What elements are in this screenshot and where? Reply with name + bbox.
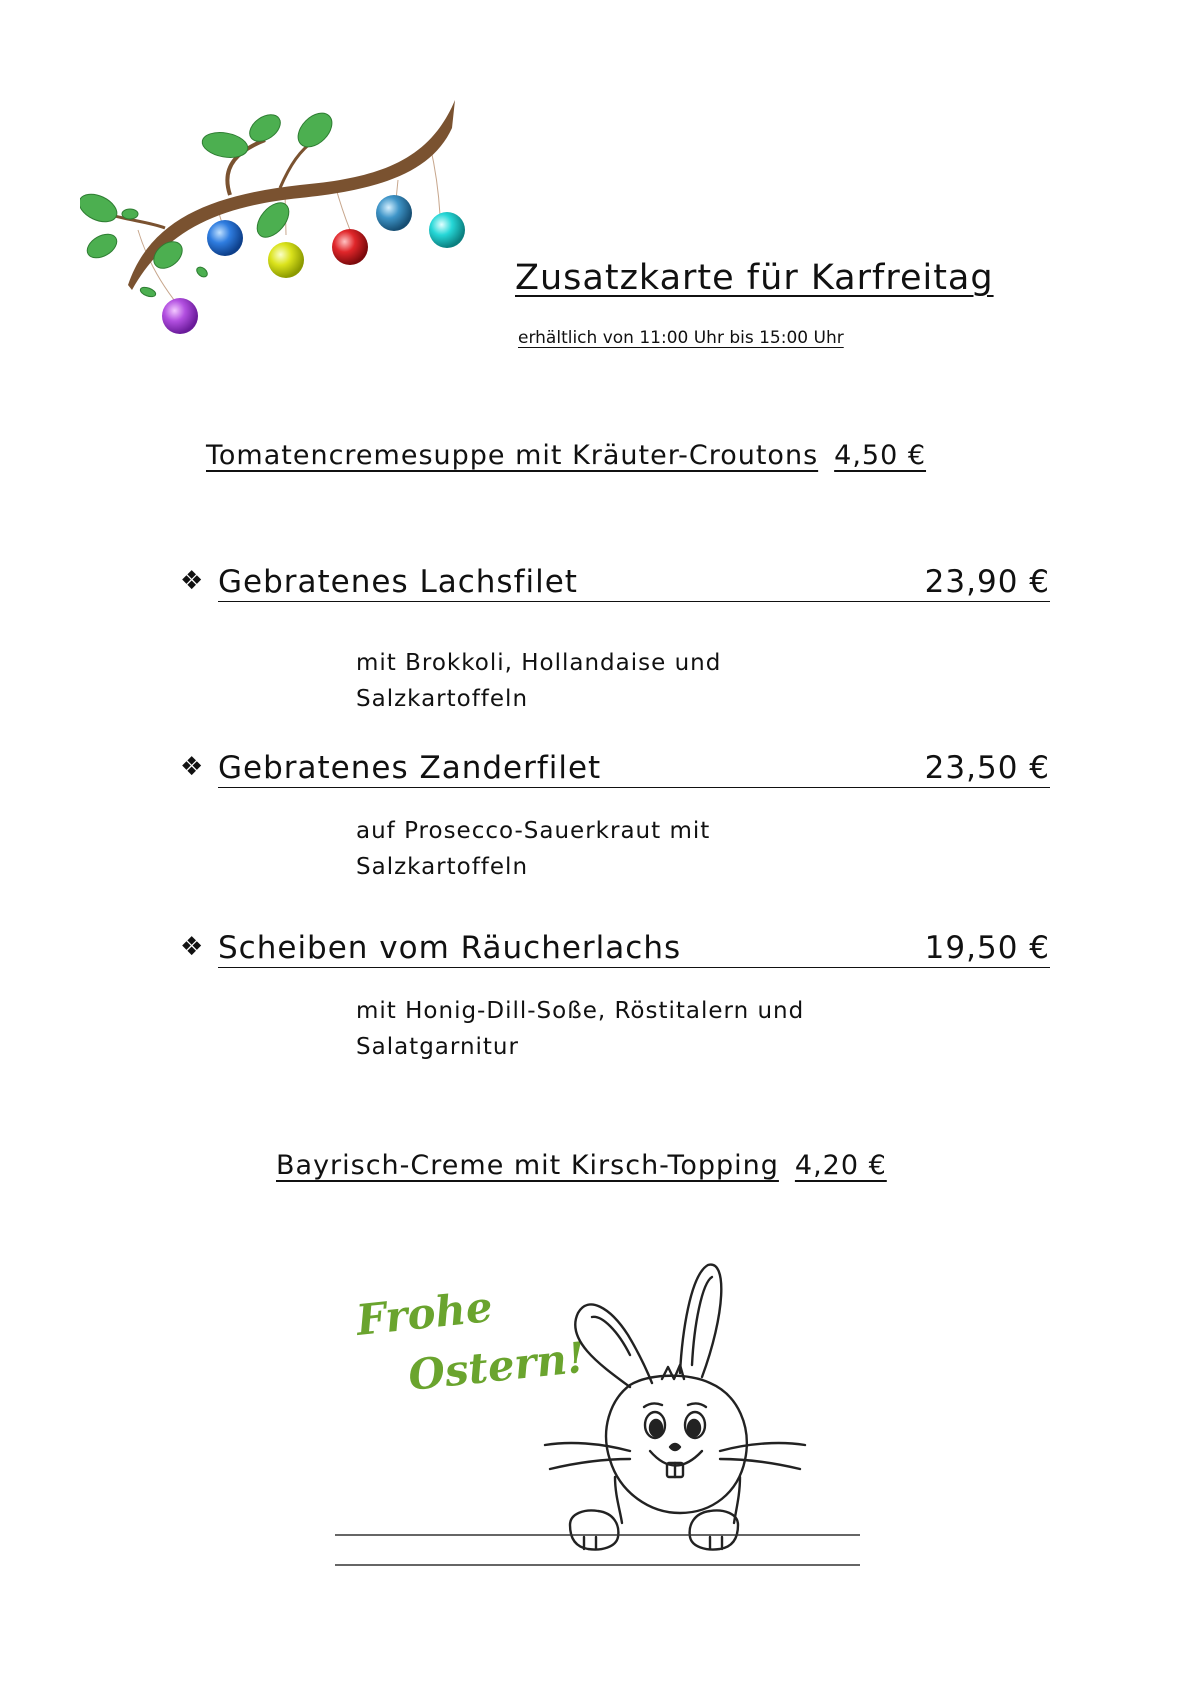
dish-price: 23,50 € — [924, 749, 1050, 786]
diamond-bullet-icon: ❖ — [180, 566, 205, 596]
dish-heading — [218, 565, 1050, 602]
dish-price: 19,50 € — [924, 929, 1050, 966]
dish-price: 23,90 € — [924, 563, 1050, 600]
starter-price: 4,50 € — [834, 440, 927, 471]
greeting-line-2: Ostern! — [405, 1332, 588, 1400]
dish-row — [180, 922, 1050, 968]
greeting-line-1: Frohe — [353, 1281, 495, 1345]
dessert-price: 4,20 € — [794, 1150, 887, 1181]
dessert-line — [276, 1150, 887, 1181]
dish-name: Scheiben vom Räucherlachs — [218, 929, 682, 966]
dish-description-line: Salzkartoffeln — [356, 686, 529, 712]
dish-description-line: Salatgarnitur — [356, 1034, 519, 1060]
easter-bunny-illustration — [330, 1255, 870, 1575]
dish-description — [356, 813, 916, 885]
availability-note: erhältlich von 11:00 Uhr bis 15:00 Uhr — [518, 328, 844, 348]
dish-row — [180, 742, 1050, 788]
dish-name: Gebratenes Zanderfilet — [218, 749, 602, 786]
easter-branch-illustration — [80, 100, 510, 370]
diamond-bullet-icon: ❖ — [180, 932, 205, 962]
dish-description-line: Salzkartoffeln — [356, 854, 529, 880]
menu-title: Zusatzkarte für Karfreitag — [515, 258, 994, 298]
dish-description — [356, 645, 916, 717]
diamond-bullet-icon: ❖ — [180, 752, 205, 782]
dish-row — [180, 556, 1050, 602]
dish-heading — [218, 751, 1050, 788]
bunny-drawing — [545, 1265, 805, 1550]
dish-description-line: mit Honig-Dill-Soße, Röstitalern und — [356, 998, 805, 1024]
dish-heading — [218, 931, 1050, 968]
dish-name: Gebratenes Lachsfilet — [218, 563, 578, 600]
starter-name: Tomatencremesuppe mit Kräuter-Croutons — [206, 440, 819, 471]
dessert-name: Bayrisch-Creme mit Kirsch-Topping — [276, 1150, 779, 1181]
starter-line — [206, 440, 926, 471]
dish-description-line: auf Prosecco-Sauerkraut mit — [356, 818, 711, 844]
dish-description-line: mit Brokkoli, Hollandaise und — [356, 650, 722, 676]
dish-description — [356, 993, 916, 1065]
